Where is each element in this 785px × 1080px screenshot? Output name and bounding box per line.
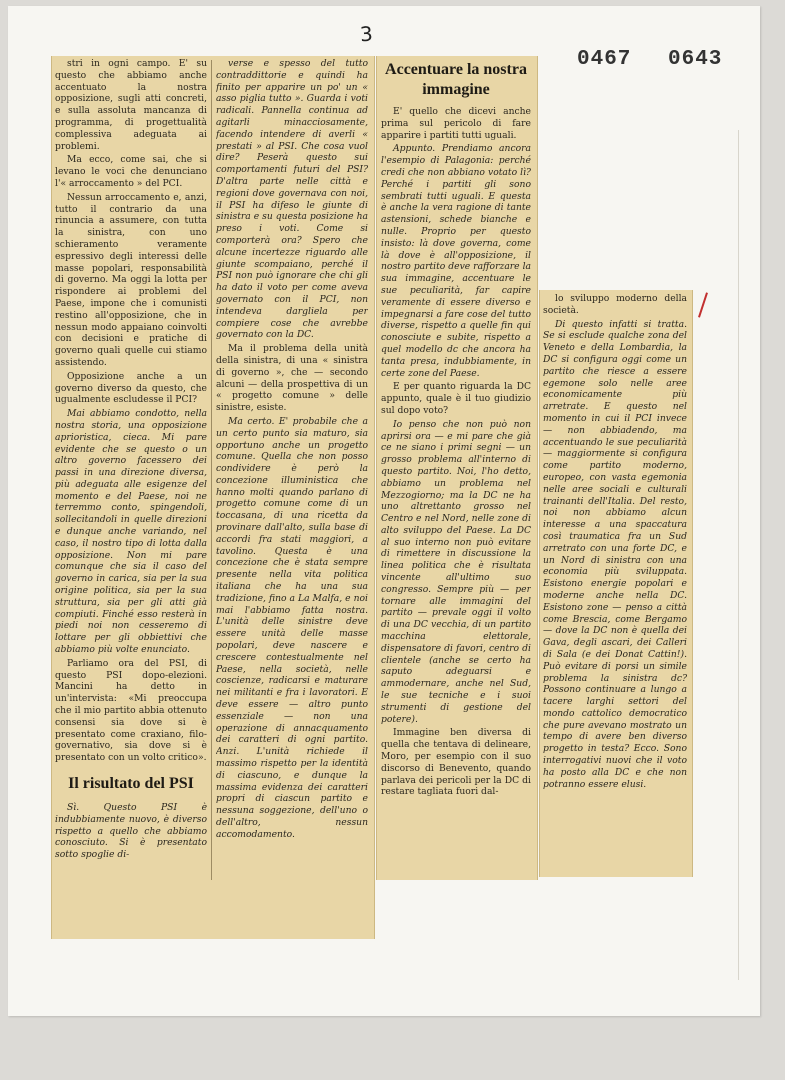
archive-code-1: 0467 xyxy=(577,48,632,71)
section-heading-il-risultato: Il risultato del PSI xyxy=(68,775,194,793)
col3-paragraph: E per quanto riguarda la DC appunto, quale è il tuo giudizio sul dopo voto? xyxy=(381,381,531,416)
col3-paragraph: Immagine ben diversa di quella che tentava di delineare, Moro, per esempio con il suo discorso di Benevento, quando parlava dei pericoli per la DC di restare tagliata fuori dal- xyxy=(381,727,531,798)
col1-paragraph: stri in ogni campo. E' su questo che abbiamo anche accentuato la nostra opposizione, sugli atti concreti, e sulla assoluta mancanza di programma, di progettualità complessiva adeguata ai problemi. xyxy=(55,58,207,152)
col3-paragraph: Appunto. Prendiamo ancora l'esempio di Palagonia: perché credi che non abbiano votato lì? Perché i partiti gli sono sembrati tutti uguali. E questa è anche la vera ragione di tante astensioni, schede bianche e nulle. Proprio per questo insisto: là dove governa, come là dove è all'opposizione, il nostro partito deve rafforzare la sua immagine, accentuare le sue peculiarità, far capire veramente di essere diverso e impegnarsi a fare cose del tutto diverse, rispetto a quelle fin qui conosciute e subite, rispetto a quel modello dc che ancora ha tanta presa, indubbiamente, in certe zone del Paese. xyxy=(381,143,531,379)
col3-paragraph: E' quello che dicevi anche prima sul pericolo di fare apparire i partiti tutti uguali. xyxy=(381,106,531,141)
col4-paragraph: lo sviluppo moderno della società. xyxy=(543,293,687,316)
col1-paragraph: Ma ecco, come sai, che si levano le voci che denunciano l'« arroccamento » del PCI. xyxy=(55,154,207,189)
column-3 xyxy=(381,58,531,878)
col1-paragraph: Parliamo ora del PSI, di questo PSI dopo-elezioni. Mancini ha detto in un'intervista: «Mi preoccupa che il mio partito abbia ottenuto consensi sia dove si è presentato come craxiano, filo-governativo, sia dove si è presentato con un volto critico». xyxy=(55,657,207,764)
col1-paragraph: Opposizione anche a un governo diverso da questo, che ugualmente escludesse il PCI? xyxy=(55,370,207,406)
column-4 xyxy=(543,293,687,875)
column-1 xyxy=(55,58,207,936)
sheet-fold-line xyxy=(738,130,739,980)
column-2 xyxy=(216,58,368,878)
col2-paragraph: Ma il problema della unità della sinistra, di una « sinistra di governo », che — secondo alcuni — della prospettiva di un « progetto comune » delle sinistre, esiste. xyxy=(216,343,368,414)
handwritten-page-number: 3 xyxy=(359,21,374,47)
headline-accentuare: Accentuare la nostra immagine xyxy=(385,61,527,98)
col2-paragraph: verse e spesso del tutto contraddittorie e quindi ha finito per apparire un po' un « asso piglia tutto ». Guarda i voti radicali. Pannella continua ad agitarli minacciosamente, facendo intendere di averli « prestati » al PSI. Che cosa vuol dire? Peserà questo sui comportamenti futuri del PSI? D'altra parte nelle città e regioni dove governava con noi, il PSI ha difeso le giunte di sinistra e su questa posizione ha preso i voti. Come si comporterà ora? Spero che alcune incertezze riguardo alle giunte scompaiano, perché il PSI non può ignorare che chi gli ha dato il voto per come aveva governato con il PCI, non intendeva dargliela per compiere cose che avrebbe governato con la DC. xyxy=(216,58,368,341)
col1-paragraph: Mai abbiamo condotto, nella nostra storia, una opposizione aprioristica, cieca. Mi pare evidente che se questo o un altro governo facessero dei passi in una direzione diversa, più adeguata alle esigenze del momento e del Paese, noi ne terremmo conto, spingendoli, sollecitandoli in quelle direzioni e dunque anche variando, nel caso, il nostro tipo di lotta dalla opposizione. Non mi pare comunque che sia il caso del governo in carica, sia per la sua origine politica, sia per la sua struttura, sia per gli atti già compiuti. Finché esso resterà in piedi noi non cesseremo di lottare per gli obbiettivi che abbiamo più volte enunciato. xyxy=(55,408,207,656)
column-rule xyxy=(211,60,212,880)
col1-paragraph: Nessun arroccamento e, anzi, tutto il contrario da una rinuncia a assumere, con tutta la sinistra, con uno schieramento veramente espressivo degli interessi delle masse popolari, responsabilità di governo. Ma oggi la lotta per rispondere ai problemi del Paese, impone che i comunisti restino all'opposizione, che in nessun modo appaiano coinvolti con decisioni e pratiche di governo quali quelle cui stiamo assistendo. xyxy=(55,191,207,368)
archive-code-2: 0643 xyxy=(668,48,723,71)
col2-paragraph: Ma certo. E' probabile che a un certo punto sia maturo, sia opportuno anche un progetto comune. Quella che non posso condividere è però la concezione illuministica che hanno molti quando parlano di progetto comune come di un toccasana, di una ricetta da provinare dall'alto, sulla base di accordi fra stati maggiori, a tavolino. Questa è una concezione che è stata sempre presente nella vita politica italiana che ha una sua tradizione, fino a La Malfa, e noi mai l'abbiamo fatta nostra. L'unità delle sinistre deve essere unità delle masse popolari, deve nascere e crescere contestualmente nel Paese, nella società, nelle coscienze, radicarsi e maturare nei militanti e fra i lavoratori. E deve essere — altro punto essenziale — non una operazione di annacquamento dei caratteri di ogni partito. Anzi. L'unità richiede il massimo rispetto per la identità di ciascuno, e dunque la massima evidenza dei caratteri propri di ciascun partito e nessuna soggezione, dell'uno o dell'altro, nessun accomodamento. xyxy=(216,415,368,840)
col4-paragraph: Di questo infatti si tratta. Se si esclude qualche zona del Veneto e della Lombardia, la DC si configura oggi come un partito che riesce a essere egemone solo nelle aree economicamente più arretrate. E questo nel momento in cui il PCI invece — non abbiadendo, ma accentuando le sue peculiarità — maggiormente si configura come partito moderno, europeo, con vasta egemonia nelle aree sociali e culturali trainanti dell'Italia. Del resto, noi non abbiamo alcun interesse a una spaccatura così traumatica fra un Sud arretrato con una forte DC, e un Nord di sinistra con una economia più sviluppata. Esistono energie popolari e moderne anche nella DC. Esistono zone — penso a città come Brescia, come Bergamo — dove la DC non è quella dei Gava, degli ascari, dei Calleri di Sala (e dei Donat Cattin!). Può evitare di porsi un simile problema la sinistra dc? Possono continuare a lungo a tacere larghi settori del mondo cattolico democratico che pure avevano mostrato un tempo di avere ben diverso progetto in testa? Ecco. Sono interrogativi nuovi che il voto ha posto alla DC e che non potranno essere elusi. xyxy=(543,318,687,790)
col1-paragraph: Sì. Questo PSI è indubbiamente nuovo, è diverso rispetto a quello che abbiamo conosciuto. Si è presentato sotto spoglie di- xyxy=(55,802,207,861)
col3-paragraph: Io penso che non può non aprirsi ora — e mi pare che già ce ne siano i primi segni — un grosso problema all'interno di questo partito. Noi, l'ho detto, abbiamo un problema nel Mezzogiorno; ma la DC ne ha uno altrettanto grosso nel Centro e nel Nord, nelle zone di alto sviluppo del Paese. La DC al suo interno non può evitare di rimettere in discussione la linea politica che è risultata vincente all'ultimo suo congresso. Sempre più — per tornare alle immagini del partito — prevale oggi il volto di una DC vecchia, di un partito macchina elettorale, dispensatore di favori, centro di clientele (anche se certo ha saputo adeguarsi e ammodernare, anche nel Sud, le sue tecniche e i suoi strumenti di gestione del potere). xyxy=(381,418,531,725)
